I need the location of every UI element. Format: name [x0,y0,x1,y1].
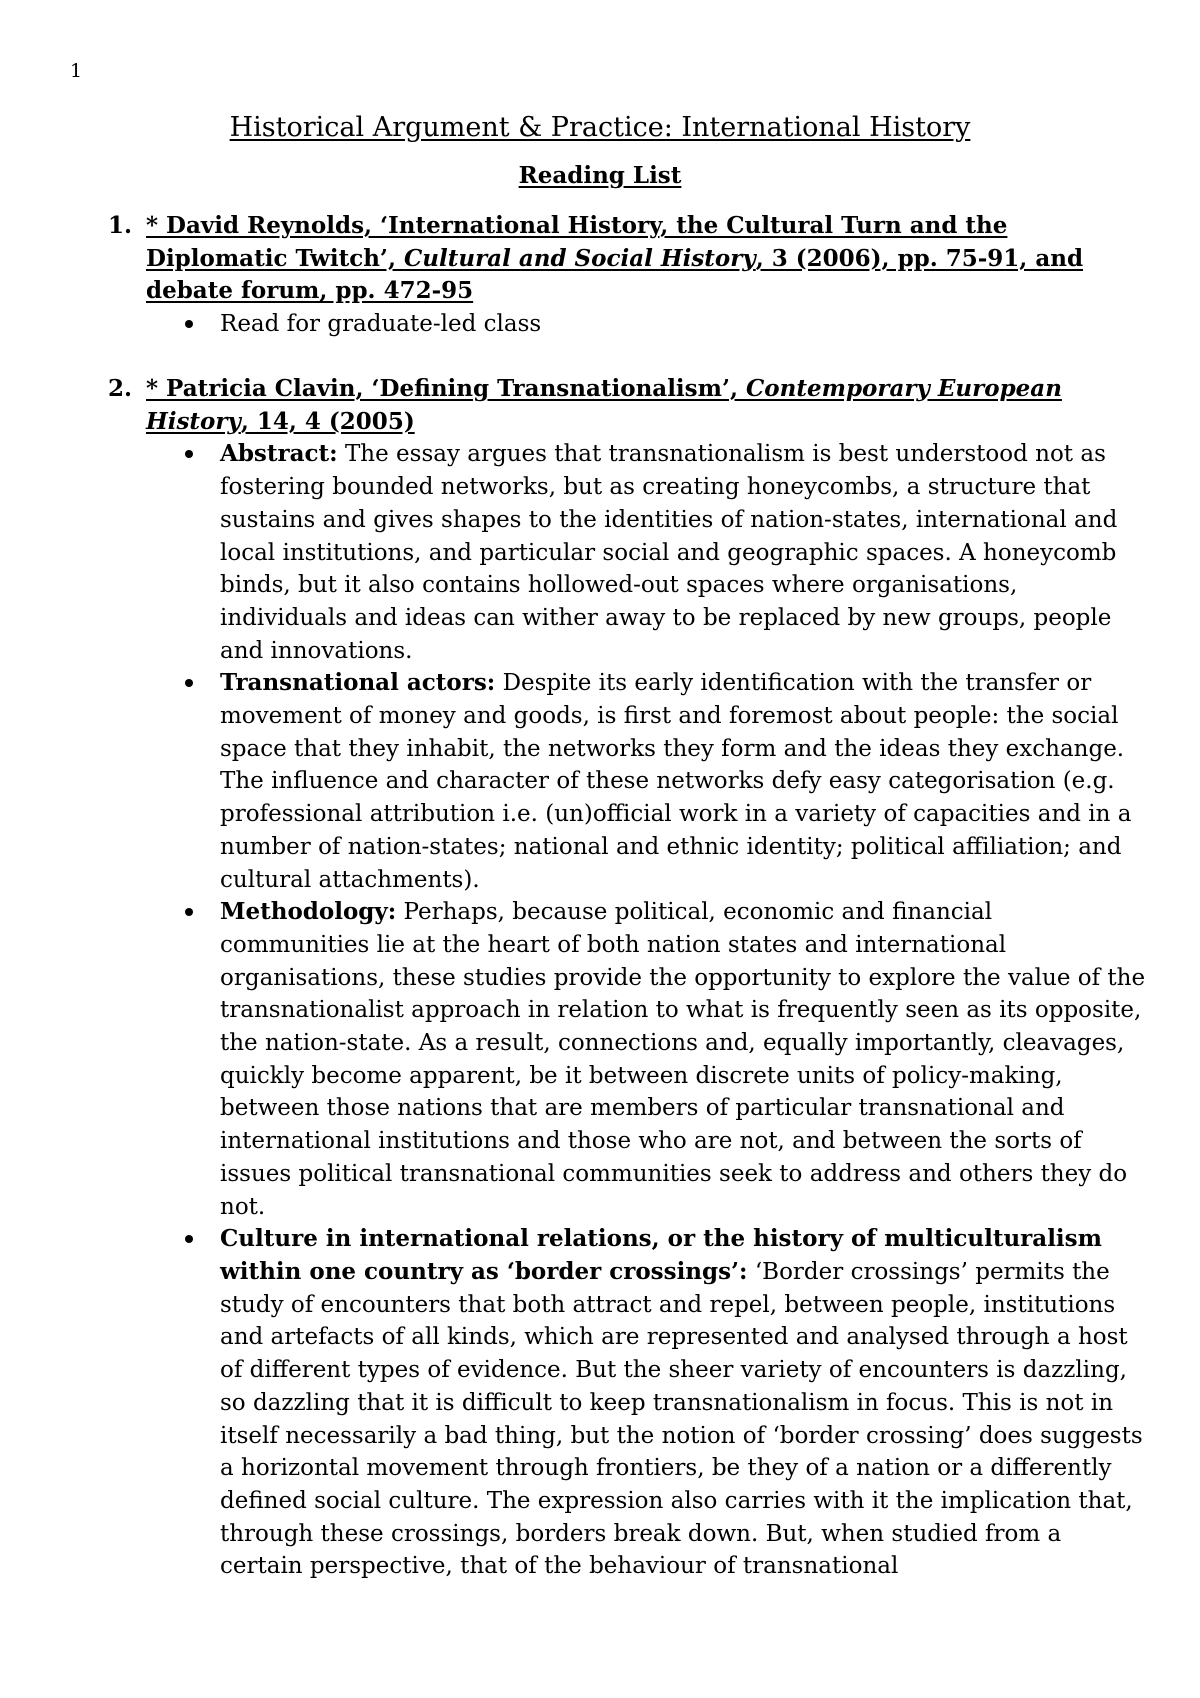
document-title: Historical Argument & Practice: International History [229,112,971,143]
citation-journal: Contemporary European History [146,375,1062,435]
entry-number: 1. [108,212,133,239]
citation-details: , 14, 4 (2005) [240,407,415,435]
document-subtitle: Reading List [518,162,682,189]
reading-entry [108,210,1148,341]
reading-entry [108,373,1148,1583]
bullet-icon [185,450,193,458]
note-text: Despite its early identification with the transfer or movement of money and goods, is first and foremost about people: the social space that they inhabit, the networks they form and the ideas they exchange. The influence and character of these networks defy easy categorisation (e.g. professional attribution i.e. (un)official work in a variety of capacities and in a number of nation-states; national and ethnic identity; political affiliation; and cultural attachments). [220,670,1132,893]
bullet-icon [185,1235,193,1243]
entry-citation [146,373,1148,438]
citation-author-title: * David Reynolds, ‘International History, the Cultural Turn and the Diplomatic Twitch’, [146,212,1008,272]
note-item [220,308,1148,341]
entry-notes [220,438,1148,1583]
citation-author-title: * Patricia Clavin, ‘Defining Transnationalism’, [146,375,746,402]
bullet-icon [185,908,193,916]
citation-journal: Cultural and Social History [403,244,756,272]
bullet-icon [185,320,193,328]
citation-details: , 3 (2006), pp. 75-91, and debate forum, pp. 472-95 [146,244,1084,305]
note-item [220,896,1148,1223]
note-text: The essay argues that transnationalism is best understood not as fostering bounded networks, but as creating honeycombs, a structure that sustains and gives shapes to the identities of nation-states, international and local institutions, and particular social and geographic spaces. A honeycomb binds, but it also contains hollowed-out spaces where organisations, individuals and ideas can wither away to be replaced by new groups, people and innovations. [220,441,1118,664]
entry-citation [146,210,1148,308]
note-heading: Methodology: [220,898,397,926]
note-text: ‘Border crossings’ permits the study of encounters that both attract and repel, between people, institutions and artefacts of all kinds, which are represented and analysed through a host of different types of evidence. But the sheer variety of encounters is dazzling, so dazzling that it is difficult to keep transnationalism in focus. This is not in itself necessarily a bad thing, but the notion of ‘border crossing’ does suggests a horizontal movement through frontiers, be they of a nation or a differently defined social culture. The expression also carries with it the implication that, through these crossings, borders break down. But, when studied from a certain perspective, that of the behaviour of transnational [220,1258,1143,1580]
note-text: Perhaps, because political, economic and financial communities lie at the heart of both nation states and international organisations, these studies provide the opportunity to explore the value of the transnationalist approach in relation to what is frequently seen as its opposite, the nation-state. As a result, connections and, equally importantly, cleavages, quickly become apparent, be it between discrete units of policy-making, between those nations that are members of particular transnational and international institutions and those who are not, and between the sorts of issues political transnational communities seek to address and others they do not. [220,899,1146,1220]
entry-number: 2. [108,375,133,402]
note-item [220,1223,1148,1583]
bullet-icon [185,679,193,687]
note-heading: Transnational actors: [220,669,496,697]
entry-notes [220,308,1148,341]
note-heading: Culture in international relations, or the history of multiculturalism within one country as ‘border crossings’: [220,1225,1102,1285]
page-number: 1 [70,60,83,82]
note-item [220,667,1148,896]
note-item [220,438,1148,667]
note-heading: Abstract: [220,440,338,468]
note-text: Read for graduate-led class [220,311,542,338]
